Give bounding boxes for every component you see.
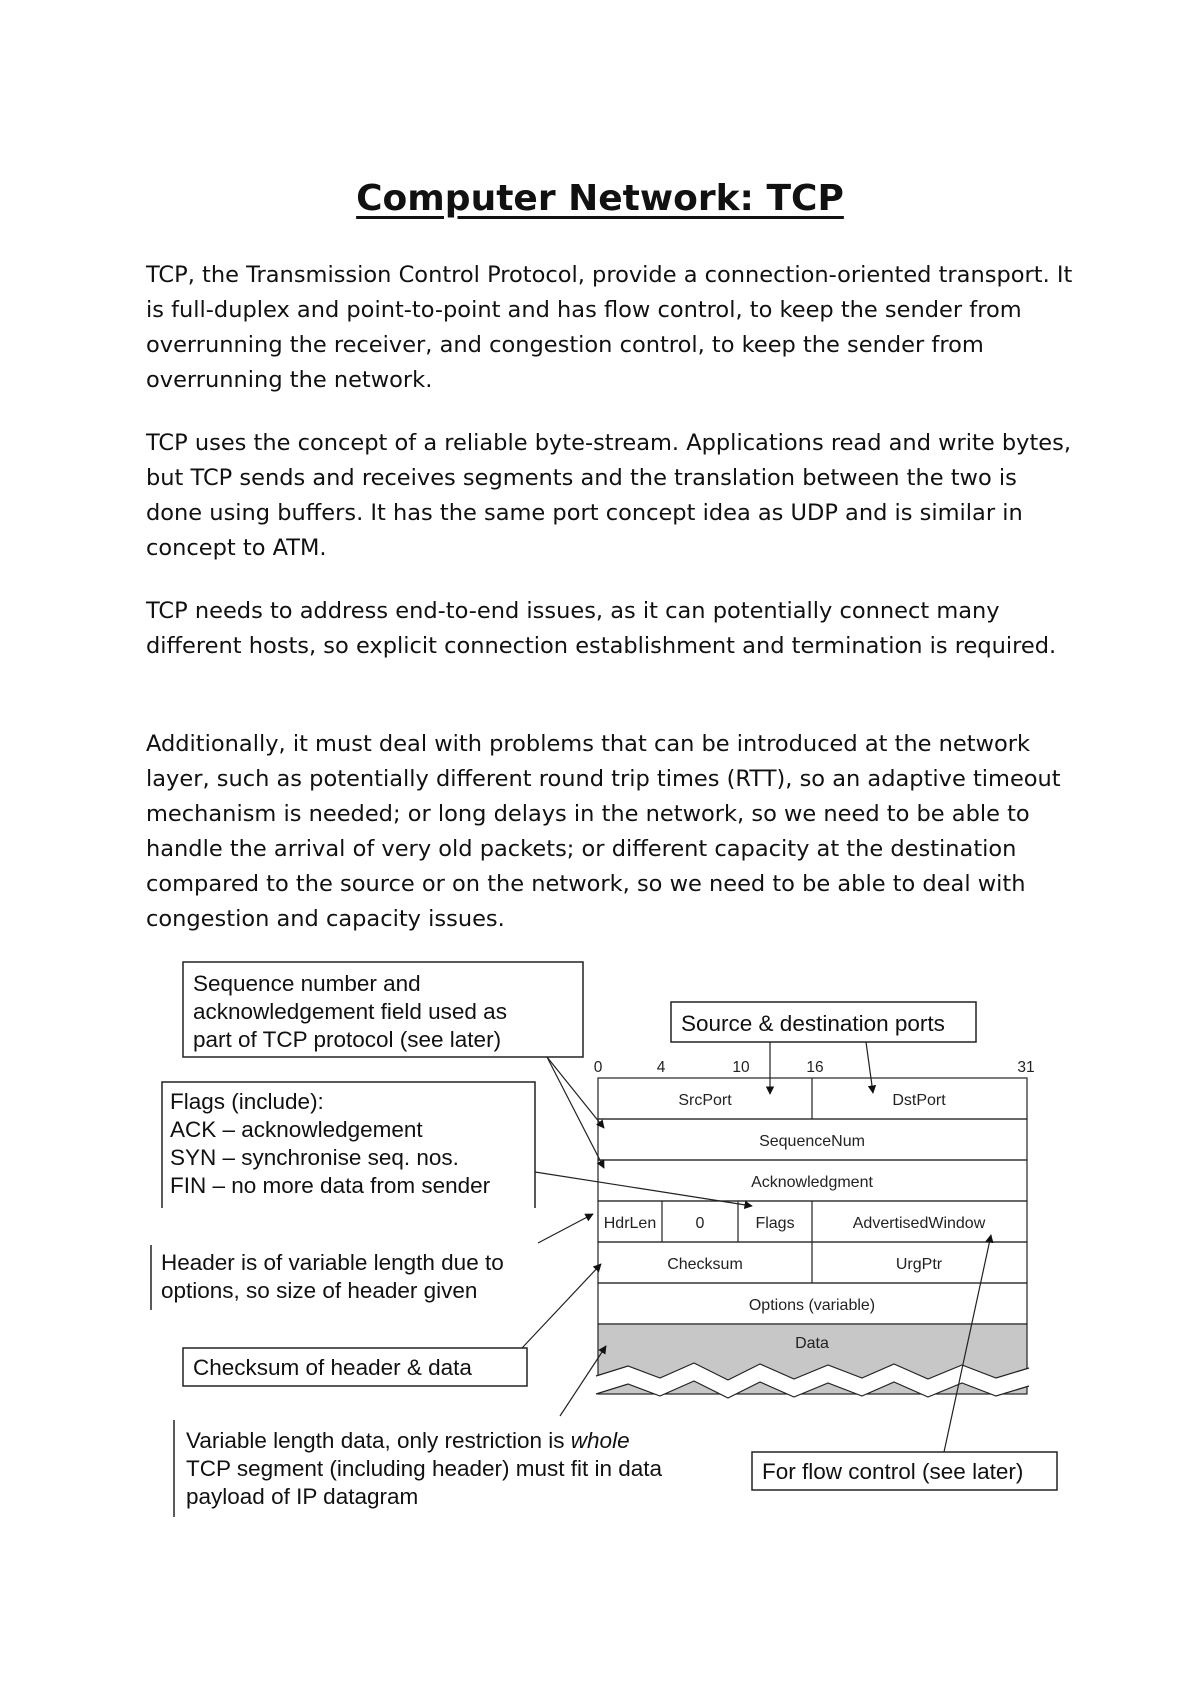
field-dst-port: DstPort	[892, 1092, 946, 1109]
field-urg-ptr: UrgPtr	[895, 1256, 943, 1273]
page-title: Computer Network: TCP	[356, 178, 844, 219]
field-flags: Flags	[755, 1215, 795, 1232]
callout-flags	[162, 1082, 535, 1208]
svg-text:options, so size of header giv: options, so size of header given	[161, 1278, 478, 1303]
svg-text:acknowledgement field used as: acknowledgement field used as	[193, 999, 507, 1024]
svg-text:SYN – synchronise seq. nos.: SYN – synchronise seq. nos.	[170, 1145, 459, 1170]
bit-label-16: 16	[806, 1059, 824, 1076]
callout-header-length	[151, 1245, 504, 1310]
paragraph-network-problems: Additionally, it must deal with problems that can be introduced at the network layer, such as potentially different round trip times (RTT), so an adaptive timeout mechanism is needed; or long delays in the network, so we need to be able to handle the arrival of very old packets; or different capacity at the destination compared to the source or on the network, so we need to be able to deal with congestion and capacity issues.	[146, 731, 1061, 932]
field-src-port: SrcPort	[678, 1092, 732, 1109]
callout-ports	[671, 1002, 976, 1042]
field-reserved-zero: 0	[695, 1215, 705, 1232]
svg-text:Sequence number and: Sequence number and	[193, 971, 421, 996]
bit-label-10: 10	[732, 1059, 750, 1076]
callout-variable-data	[174, 1420, 663, 1517]
callout-flow-control	[752, 1452, 1057, 1490]
callout-checksum	[183, 1348, 527, 1386]
svg-text:Flags (include):: Flags (include):	[170, 1089, 324, 1114]
paragraph-intro: TCP, the Transmission Control Protocol, provide a connection-oriented transport. It is full-duplex and point-to-point and has flow control, to keep the sender from overrunning the receiver, and congestion control, to keep the sender from overrunning the network.	[146, 262, 1073, 393]
field-data: Data	[795, 1335, 829, 1352]
svg-text:part of TCP protocol (see late: part of TCP protocol (see later)	[193, 1027, 502, 1052]
paragraph-byte-stream: TCP uses the concept of a reliable byte-stream. Applications read and write bytes, but TCP sends and receives segments and the translation between the two is done using buffers. It has the same port concept idea as UDP and is similar in concept to ATM.	[146, 430, 1071, 561]
svg-text:For flow control (see later): For flow control (see later)	[762, 1459, 1024, 1484]
svg-text:payload of IP datagram: payload of IP datagram	[186, 1484, 419, 1509]
field-acknowledgment: Acknowledgment	[751, 1174, 873, 1191]
field-options: Options (variable)	[748, 1297, 876, 1314]
svg-text:TCP segment (including header): TCP segment (including header) must fit in data	[186, 1456, 663, 1481]
svg-text:Checksum of header & data: Checksum of header & data	[193, 1355, 472, 1380]
svg-text:ACK – acknowledgement: ACK – acknowledgement	[170, 1117, 423, 1142]
field-hdr-len: HdrLen	[603, 1215, 657, 1232]
bit-label-0: 0	[593, 1059, 603, 1076]
svg-text:Variable length data, only res: Variable length data, only restriction is whole	[186, 1428, 630, 1453]
svg-text:Header is of variable length d: Header is of variable length due to	[161, 1250, 504, 1275]
bit-label-4: 4	[656, 1059, 666, 1076]
callout-sequence-ack	[183, 962, 583, 1057]
svg-text:FIN – no more data from sender: FIN – no more data from sender	[170, 1173, 491, 1198]
svg-text:Source & destination ports: Source & destination ports	[681, 1011, 945, 1036]
header-grid	[598, 1078, 1027, 1324]
field-advertised-window: AdvertisedWindow	[852, 1215, 986, 1232]
field-sequence-num: SequenceNum	[759, 1133, 865, 1150]
paragraph-end-to-end: TCP needs to address end-to-end issues, as it can potentially connect many different hosts, so explicit connection establishment and termination is required.	[146, 598, 1057, 659]
bit-label-31: 31	[1017, 1059, 1035, 1076]
field-checksum: Checksum	[667, 1256, 743, 1273]
